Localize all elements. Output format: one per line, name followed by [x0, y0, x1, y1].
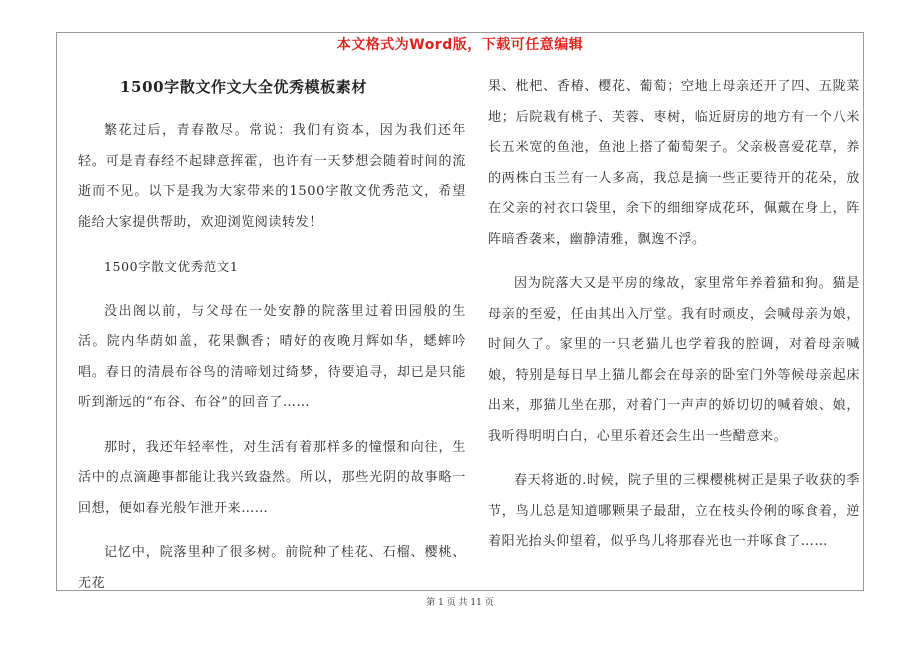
body-paragraph: 果、枇杷、香椿、樱花、葡萄；空地上母亲还开了四、五陇菜地；后院栽有桃子、芙蓉、枣树，临近厨房的地方有一个八米长五米宽的鱼池，鱼池上搭了葡萄架子。父亲极喜爱花草，养的两株白玉兰有一人多高，我总是摘一些正要待开的花朵，放在父亲的衬衣口袋里，余下的细细穿成花环，佩戴在身上，阵阵暗香袭来，幽静清雅，飘逸不浮。 [488, 79, 860, 247]
body-paragraph: 春天将逝的.时候，院子里的三棵樱桃树正是果子收获的季节，鸟儿总是知道哪颗果子最甜，立在枝头伶俐的啄食着，逆着阳光抬头仰望着，似乎鸟儿将那春光也一并啄食了…… [488, 473, 860, 549]
left-column [78, 72, 466, 613]
body-paragraph: 记忆中，院落里种了很多树。前院种了桂花、石榴、樱桃、无花 [78, 545, 466, 591]
section-heading: 1500字散文优秀范文1 [104, 259, 239, 274]
body-paragraph: 那时，我还年轻率性，对生活有着那样多的憧憬和向往，生活中的点滴趣事都能让我兴致盎然。所以，那些光阴的故事略一回想，便如春光般乍泄开来…… [78, 439, 466, 516]
frame-top-line [56, 32, 864, 33]
body-paragraph: 没出阁以前，与父母在一处安静的院落里过着田园般的生活。院内华荫如盖，花果飘香；晴好的夜晚月辉如华，蟋蟀吟唱。春日的清晨布谷鸟的清啼划过绮梦，待要追寻，却已是只能听到渐远的“布谷、布谷”的回音了…… [78, 303, 466, 410]
word-format-notice: 本文格式为Word版，下载可任意编辑 [336, 37, 584, 53]
frame-left-line [56, 32, 57, 590]
frame-right-line [863, 32, 864, 590]
document-title: 1500字散文作文大全优秀模板素材 [120, 78, 367, 96]
right-column [488, 72, 860, 572]
intro-paragraph: 繁花过后，青春散尽。常说：我们有资本，因为我们还年轻。可是青春经不起肆意挥霍，也许有一天梦想会随着时间的流逝而不见。以下是我为大家带来的1500字散文优秀范文，希望能给大家提供帮助，欢迎浏览阅读转发！ [78, 123, 466, 230]
page-number: 第 1 页 共 11 页 [426, 598, 494, 608]
body-paragraph: 因为院落大又是平房的缘故，家里常年养着猫和狗。猫是母亲的至爱，任由其出入厅堂。我有时顽皮，会喊母亲为娘，时间久了。家里的一只老猫儿也学着我的腔调，对着母亲喊娘，特别是每日早上猫儿都会在母亲的卧室门外等候母亲起床出来，那猫儿坐在那，对着门一声声的娇切切的喊着娘、娘，我听得明明白白，心里乐着还会生出一些醋意来。 [488, 276, 860, 444]
